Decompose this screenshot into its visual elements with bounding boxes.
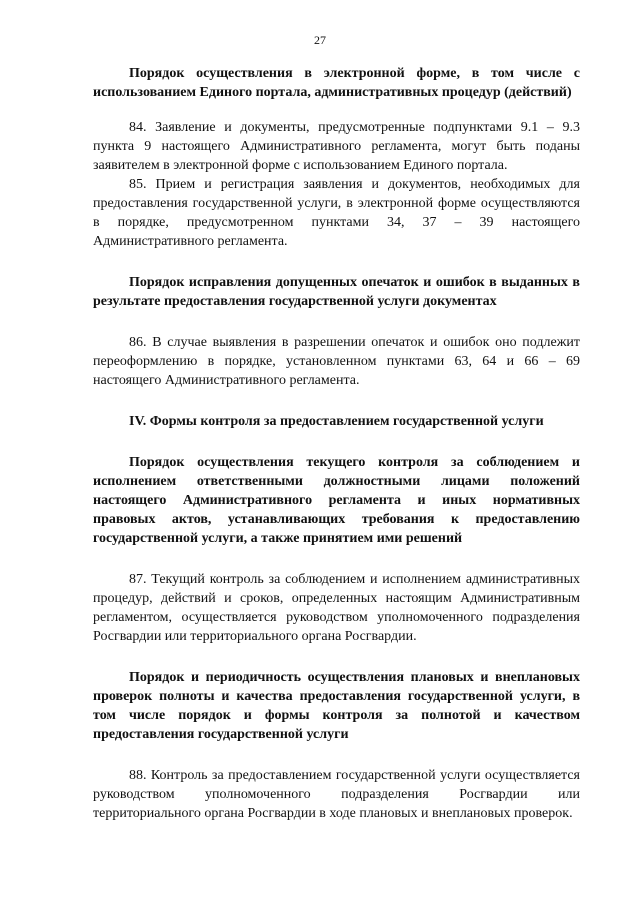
document-body	[93, 64, 580, 823]
paragraph-86: 86. В случае выявления в разрешении опечаток и ошибок оно подлежит переоформлению в порядке, установленном пунктами 63, 64 и 66 – 69 настоящего Административного регламента.	[93, 335, 580, 388]
chapter-heading-iv: IV. Формы контроля за предоставлением государственной услуги	[129, 414, 544, 429]
paragraph-88: 88. Контроль за предоставлением государственной услуги осуществляется руководством уполномоченного подразделения Росгвардии или территориального органа Росгвардии в ходе плановых и внеплановых проверок.	[93, 768, 580, 821]
section-heading-current-control: Порядок осуществления текущего контроля за соблюдением и исполнением ответственными должностными лицами положений настоящего Административного регламента и иных нормативных правовых актов, устанавливающих требования к предоставлению государственной услуги, а также принятием ими решений	[93, 455, 580, 546]
paragraph-87: 87. Текущий контроль за соблюдением и исполнением административных процедур, действий и сроков, определенных настоящим Административным регламентом, осуществляется руководством уполномоченного подразделения Росгвардии или территориального органа Росгвардии.	[93, 572, 580, 644]
section-heading-typo-correction: Порядок исправления допущенных опечаток и ошибок в выданных в результате предоставления государственной услуги документах	[93, 275, 580, 309]
section-heading-electronic-form: Порядок осуществления в электронной форме, в том числе с использованием Единого портала, административных процедур (действий)	[93, 66, 580, 100]
page-number: 27	[314, 33, 326, 47]
paragraph-84: 84. Заявление и документы, предусмотренные подпунктами 9.1 – 9.3 пункта 9 настоящего Административного регламента, могут быть поданы заявителем в электронной форме с использованием Единого портала.	[93, 120, 580, 173]
section-heading-inspections: Порядок и периодичность осуществления плановых и внеплановых проверок полноты и качества предоставления государственной услуги, в том числе порядок и формы контроля за полнотой и качеством предоставления государственной услуги	[93, 670, 580, 742]
paragraph-85: 85. Прием и регистрация заявления и документов, необходимых для предоставления государственной услуги, в электронной форме осуществляются в порядке, предусмотренном пунктами 34, 37 – 39 настоящего Административного регламента.	[93, 177, 580, 249]
